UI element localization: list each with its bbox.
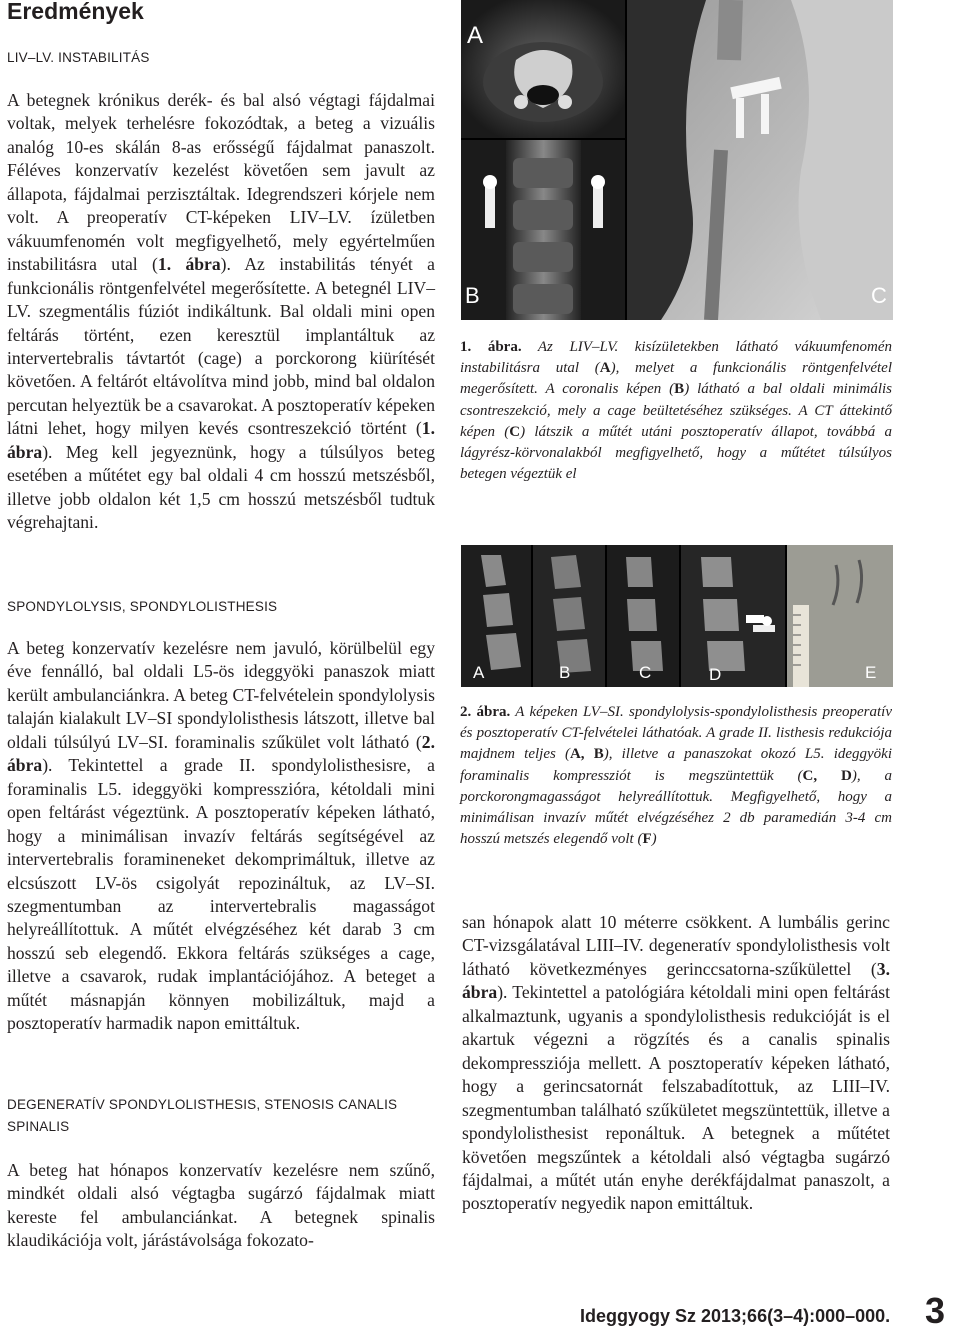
text-run: ), melyet a funkcionális röntgenfelvétel megerősített. A coronalis képen (	[460, 360, 892, 398]
paragraph-spondylolysis	[7, 637, 435, 1036]
bold-reference: B	[674, 381, 685, 398]
figure-2-label-b: B	[559, 663, 571, 682]
section-title-instability: LIV–LV. INSTABILITÁS	[7, 50, 150, 65]
bold-reference: 3. ábra	[462, 958, 890, 1003]
figure-2-label-d: D	[709, 665, 722, 684]
bold-reference: 2. ábra	[7, 731, 435, 776]
text-run: ), illetve a panaszokat okozó L5. ideggyöki foraminalis kompressziót is megszüntettük (	[460, 746, 892, 784]
text-run: ). Tekintettel a patológiára kétoldali mini open feltárást alkalmaztunk, ugyanis a spondylolisthesis redukcióját is el akartuk végezni a rögzítés és a canalis spinalis dekompressziója mellett. A posztoperatív képeken látható, hogy a gerincsatornát felszabadítottuk, az LIII–IV. szegmentumban található szűkületet megszüntettük, illetve a spondylolisthesist reponáltuk. A betegnek a műtétet követően megszűntek a kétoldali alsó végtagba sugárzó fájdalmai, a műtét után enyhe derékfájdalmat panaszolt, a posztoperatív negyedik napon emittáltuk.	[462, 982, 890, 1214]
journal-citation: Ideggyogy Sz 2013;66(3–4):000–000.	[580, 1306, 891, 1326]
figure-1-label-b: B	[465, 283, 480, 308]
text-run: Az LIV–LV. kisízületekben látható vákuumfenomén instabilitásra utal (	[460, 339, 893, 377]
figure-2-label-e: E	[865, 663, 877, 682]
text-run: ) látszik a műtét utáni posztoperatív állapot, továbbá a lágyrész-körvonalakból megfigyelhető, hogy a műtétet túlsúlyos betegen végeztük el	[460, 423, 893, 483]
bold-reference: F	[642, 831, 652, 848]
text-run: A képeken LV–SI. spondylolysis-spondylolisthesis preoperatív és posztoperatív CT-felvételei láthatóak. A grade II. listhesis redukciója majdnem teljes (	[460, 704, 893, 763]
text-run: A beteg hat hónapos konzervatív kezelésre nem szűnő, mindkét oldali alsó végtagba sugárzó fájdalmak miatt kereste fel ambulanciánkat. A betegnek spinalis klaudikációja volt, járástávolsága fokozato-	[7, 1160, 435, 1251]
bold-reference: C	[509, 423, 521, 440]
figure-1-graphic	[461, 0, 893, 320]
figure-2-label-a: A	[473, 663, 485, 682]
figure-2-graphic	[461, 545, 893, 687]
bold-reference: 2. ábra.	[460, 704, 511, 720]
text-run: ), a porckorongmagasságot helyreállítottuk. Megfigyelhető, hogy a minimálisan invazív műtét elvégzéséhez 2 db paramedián 3-4 cm hosszú metszés elegendő volt (	[460, 767, 893, 848]
figure-1-caption	[460, 337, 892, 485]
bold-reference: A	[599, 360, 611, 377]
bold-reference: A, B	[569, 746, 604, 763]
paragraph-instability	[7, 89, 435, 535]
figure-1-image	[461, 0, 893, 320]
figure-1-label-c: C	[871, 283, 887, 308]
text-run: san hónapok alatt 10 méterre csökkent. A lumbális gerinc CT-vizsgálatával LIII–IV. degeneratív spondylolisthesis volt látható következményes gerinccsatorna-szűkülettel (	[462, 912, 890, 979]
bold-reference: 1. ábra	[7, 418, 435, 462]
figure-1-label-a: A	[467, 22, 484, 49]
text-run: )	[651, 831, 657, 848]
bold-reference: 1. ábra	[157, 254, 221, 275]
text-run: ). Az instabilitás tényét a funkcionális röntgenfelvétel megerősítette. A betegnél LIV–LV. szegmentális fúziót indikáltunk. Bal oldali mini open feltárás történt, ezen keresztül implantáltuk az intervertebralis távtartót (cage) a porckorong kiürítését követően. A feltárót eltávolítva mind jobb, mind bal oldalon percutan helyeztük be a csavarokat. A posztoperatív képeken látni lehet, hogy milyen kevés csontreszekció történt (	[7, 254, 435, 439]
text-run: ). Meg kell jegyeznünk, hogy a túlsúlyos beteg esetében a műtétet egy bal oldali 4 cm hosszú metszésből, illetve jobb oldalon két 1,5 cm hosszú metszésből tudtuk végrehajtani.	[7, 441, 435, 533]
page-number: 3	[925, 1290, 946, 1331]
figure-2-image	[461, 545, 893, 687]
paragraph-degenerative	[7, 1159, 435, 1253]
bold-reference: 1. ábra.	[460, 339, 522, 355]
text-run: A betegnek krónikus derék- és bal alsó végtagi fájdalmai voltak, melyek terhelésre fokozódtak, a beteg a vizuális analóg 10-es skálán 8-as erősségű fájdalmat panaszolt. Féléves konzervatív kezelést követően sem javult az állapota, fájdalmai perzisztáltak. Idegrendszeri kórjele nem volt. A preoperatív CT-képeken LIV–LV. ízületben vákuumfenomén volt megfigyelhető, mely egyértelműen instabilitásra utal (	[7, 90, 435, 275]
section-title-spondylolysis: SPONDYLOLYSIS, SPONDYLOLISTHESIS	[7, 599, 278, 614]
text-run: ) látható a bal oldali minimális csontreszekció, mely a cage beültetéséhez szükséges. A CT áttekintő képen (	[460, 381, 892, 440]
figure-2-label-c: C	[639, 663, 652, 682]
bold-reference: C, D	[802, 767, 852, 784]
section-heading: Eredmények	[7, 0, 144, 24]
text-run: A beteg konzervatív kezelésre nem javuló, körülbelül egy éve fennálló, bal oldali L5-ös ideggyöki panaszok miatt került ambulanciánkra. A beteg CT-felvételein spondylolysis talaján kialakult LV–SI spondylolisthesis látszott, illetve bal oldali túlsúlyú LV–SI. foraminalis szűkület volt látható (	[7, 638, 435, 752]
section-title-degenerative: DEGENERATÍV SPONDYLOLISTHESIS, STENOSIS CANALIS SPINALIS	[7, 1097, 398, 1134]
paragraph-degenerative-continued	[462, 911, 890, 1216]
figure-2-caption	[460, 702, 892, 850]
text-run: ). Tekintettel a grade II. spondylolisthesisre, a foraminalis L5. ideggyöki kompresszióra, kétoldali mini open feltárást végeztünk. A posztoperatív képeken látható, hogy a minimálisan invazív feltárás segítségével az intervertebralis foramineneket dekomprimáltuk, illetve az elcsúszott LV-ös csigolyát repozináltuk, az LV–SI. szegmentumban az intervertebralis magasságot helyreállítottuk. A műtét elvégzéséhez két darab 3 cm hosszú seb elegendő. Ekkora feltárás szükséges a cage, illetve a csavarok, rudak implantációjához. A beteget a műtét másnapján könnyen mobilizáltuk, majd a posztoperatív harmadik napon emittáltuk.	[7, 755, 435, 1034]
